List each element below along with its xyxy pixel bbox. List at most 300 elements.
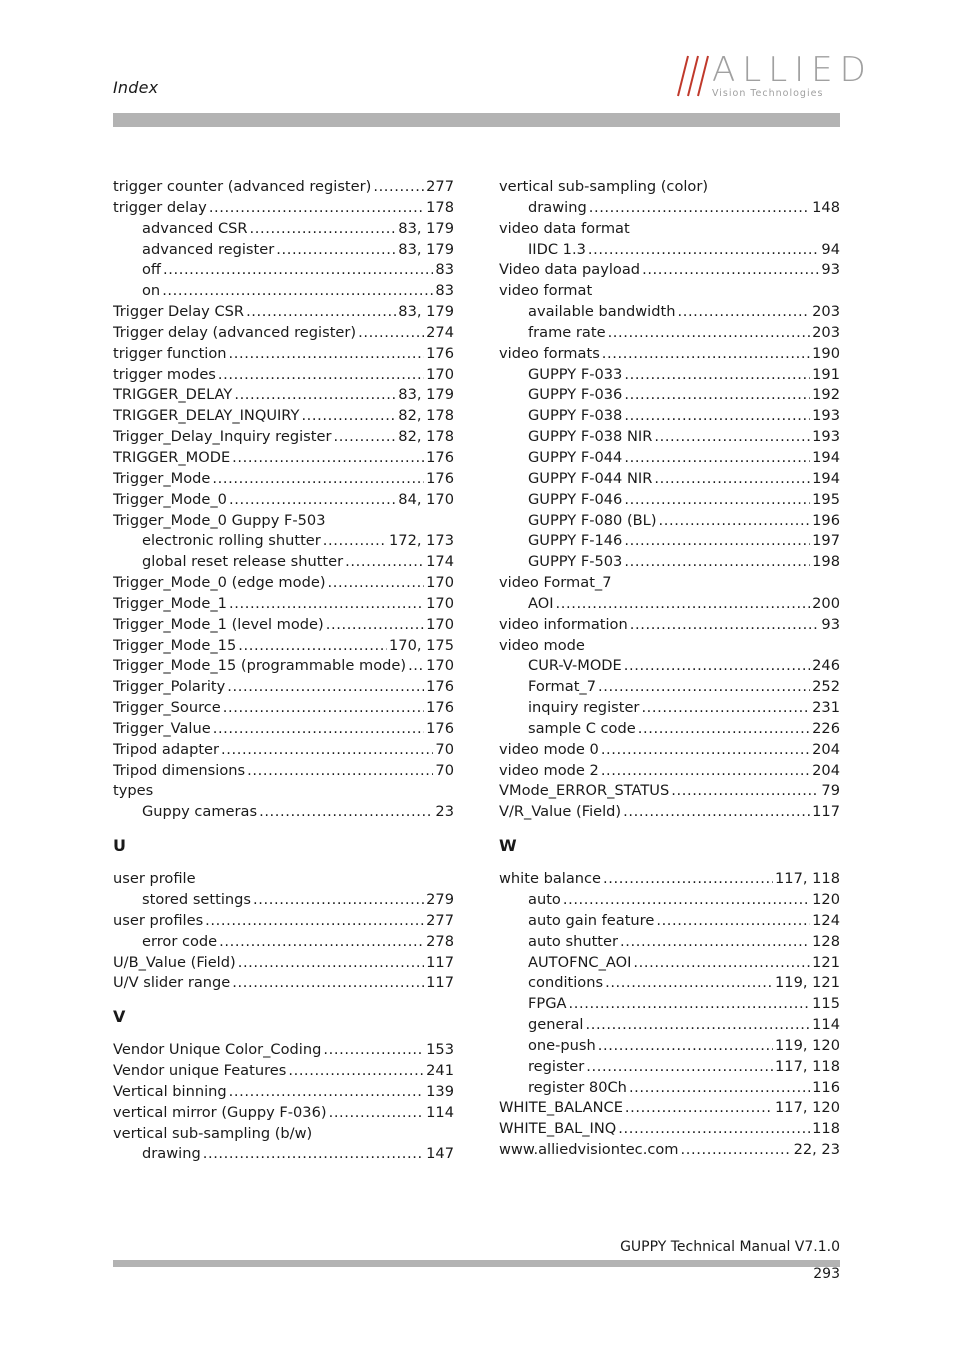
dot-leader <box>288 1061 424 1082</box>
index-page-ref[interactable]: 226 <box>812 719 840 737</box>
index-term: Video data payload <box>499 261 641 279</box>
index-term: advanced CSR <box>142 219 248 237</box>
index-term: video format <box>499 282 593 300</box>
dot-leader <box>212 469 424 490</box>
index-subentry <box>499 1078 840 1099</box>
index-page-ref[interactable]: 252 <box>812 678 840 696</box>
dot-leader <box>659 511 811 532</box>
index-term: Tripod adapter <box>113 740 220 758</box>
index-term: Trigger_Mode_0 (edge mode) <box>113 574 326 592</box>
index-page-ref[interactable]: 120 <box>812 891 840 908</box>
index-subentry <box>499 448 840 469</box>
index-page-ref[interactable]: 193 <box>812 407 840 425</box>
index-term: GUPPY F-044 <box>528 448 623 466</box>
index-subentry <box>113 932 454 953</box>
dot-leader <box>671 781 819 802</box>
index-entry <box>113 469 454 490</box>
index-subentry <box>499 323 840 344</box>
index-term: conditions <box>528 974 604 992</box>
index-term: GUPPY F-038 NIR <box>528 428 653 446</box>
index-page-ref[interactable]: 196 <box>812 511 840 529</box>
index-subentry <box>499 406 840 427</box>
logo-slashes-icon <box>668 52 712 98</box>
index-column-left <box>113 177 454 1165</box>
index-entry <box>499 615 840 636</box>
index-term: U/B_Value (Field) <box>113 953 236 971</box>
index-term: FPGA <box>528 995 567 1013</box>
index-term: GUPPY F-146 <box>528 532 623 550</box>
index-term: GUPPY F-036 <box>528 386 623 404</box>
dot-leader <box>234 385 396 406</box>
dot-leader <box>232 448 424 469</box>
index-entry <box>113 636 454 657</box>
index-term: GUPPY F-503 <box>528 553 623 571</box>
index-term: video mode 2 <box>499 761 599 779</box>
index-page-ref[interactable]: 204 <box>812 740 840 758</box>
index-page-ref[interactable]: 246 <box>812 657 840 675</box>
index-subentry <box>499 240 840 261</box>
dot-leader <box>598 1036 773 1057</box>
index-page-ref[interactable]: 83 <box>435 282 454 300</box>
index-entry <box>499 281 840 302</box>
index-term: advanced register <box>142 240 275 258</box>
index-entry <box>113 1040 454 1061</box>
index-page-ref[interactable]: 241 <box>426 1062 454 1080</box>
dot-leader <box>323 1040 424 1061</box>
dot-leader <box>629 1078 810 1099</box>
index-page-ref[interactable]: 83, 179 <box>398 386 454 404</box>
dot-leader <box>601 761 810 782</box>
index-page-ref[interactable]: 176 <box>426 678 454 696</box>
dot-leader <box>323 531 387 552</box>
index-page-ref[interactable]: 148 <box>812 198 840 216</box>
index-page-ref[interactable]: 203 <box>812 323 840 341</box>
index-page-ref[interactable]: 170 <box>426 365 454 383</box>
dot-leader <box>345 552 424 573</box>
dot-leader <box>238 636 387 657</box>
index-page-ref[interactable]: 82, 178 <box>398 407 454 425</box>
index-page-ref[interactable]: 147 <box>426 1145 454 1163</box>
index-page-ref[interactable]: 117, 118 <box>775 870 840 888</box>
index-term: TRIGGER_DELAY <box>113 386 233 404</box>
index-subentry <box>499 932 840 953</box>
index-letter-heading: U <box>113 836 126 856</box>
index-page-ref[interactable]: 117 <box>426 953 454 971</box>
index-letter-heading: W <box>499 836 517 856</box>
index-term: trigger counter (advanced register) <box>113 178 372 195</box>
index-term: TRIGGER_DELAY_INQUIRY <box>113 407 300 425</box>
index-entry <box>113 1103 454 1124</box>
index-term: auto shutter <box>528 932 619 950</box>
index-term: video information <box>499 615 628 633</box>
index-page-ref[interactable]: 194 <box>812 448 840 466</box>
index-page-ref[interactable]: 176 <box>426 448 454 466</box>
dot-leader <box>624 448 810 469</box>
index-term: IIDC 1.3 <box>528 240 586 258</box>
dot-leader <box>630 615 820 636</box>
index-term: GUPPY F-046 <box>528 490 623 508</box>
index-entry <box>113 740 454 761</box>
index-page-ref[interactable]: 83 <box>435 261 454 279</box>
index-page-ref[interactable]: 193 <box>812 428 840 446</box>
dot-leader <box>589 198 810 219</box>
index-entry <box>113 1082 454 1103</box>
dot-leader <box>227 677 424 698</box>
index-page-ref[interactable]: 117, 120 <box>775 1099 840 1117</box>
index-term: video mode <box>499 636 585 654</box>
index-term: V/R_Value (Field) <box>499 803 622 821</box>
index-term: Trigger delay (advanced register) <box>113 323 357 341</box>
index-subentry <box>499 594 840 615</box>
index-subentry <box>113 219 454 240</box>
index-term: vertical sub-sampling (color) <box>499 178 709 195</box>
index-page-ref[interactable]: 274 <box>426 323 454 341</box>
index-page-ref[interactable]: 170 <box>426 657 454 675</box>
dot-leader <box>250 219 397 240</box>
index-page-ref[interactable]: 70 <box>435 761 454 779</box>
index-page-ref[interactable]: 116 <box>812 1078 840 1096</box>
index-page-ref[interactable]: 174 <box>426 553 454 571</box>
index-entry <box>113 344 454 365</box>
index-term: register 80Ch <box>528 1078 627 1096</box>
dot-leader <box>677 302 810 323</box>
index-term: Trigger_Polarity <box>113 678 226 696</box>
index-page-ref[interactable]: 277 <box>426 178 454 195</box>
index-subentry <box>499 1015 840 1036</box>
index-entry <box>499 740 840 761</box>
index-term: Trigger_Mode_15 (programmable mode) <box>113 657 407 675</box>
index-term: trigger delay <box>113 198 207 216</box>
index-page-ref[interactable]: 195 <box>812 490 840 508</box>
index-entry <box>113 198 454 219</box>
index-entry <box>499 781 840 802</box>
index-column-right <box>499 177 840 1161</box>
dot-leader <box>276 240 396 261</box>
index-term: Trigger_Value <box>113 719 211 737</box>
running-header: Index <box>113 78 159 97</box>
dot-leader <box>203 1144 424 1165</box>
index-subentry <box>499 469 840 490</box>
index-entry <box>113 656 454 677</box>
index-page-ref[interactable]: 22, 23 <box>793 1141 840 1159</box>
dot-leader <box>638 719 810 740</box>
dot-leader <box>681 1140 792 1161</box>
index-term: auto gain feature <box>528 911 655 929</box>
dot-leader <box>633 953 810 974</box>
index-term: stored settings <box>142 891 252 908</box>
dot-leader <box>569 994 811 1015</box>
index-term: AUTOFNC_AOI <box>528 953 632 971</box>
index-term: GUPPY F-033 <box>528 365 623 383</box>
index-page-ref[interactable]: 176 <box>426 469 454 487</box>
dot-leader <box>598 677 810 698</box>
logo-tagline: Vision Technologies <box>712 88 824 99</box>
dot-leader <box>601 740 810 761</box>
index-subentry <box>499 302 840 323</box>
index-page-ref[interactable]: 197 <box>812 532 840 550</box>
index-term: trigger modes <box>113 365 216 383</box>
footer-rule <box>113 1260 840 1267</box>
index-letter-heading: V <box>113 1007 126 1027</box>
index-term: trigger function <box>113 344 227 362</box>
dot-leader <box>623 802 810 823</box>
index-term: Trigger_Mode_0 <box>113 490 227 508</box>
index-term: GUPPY F-038 <box>528 407 623 425</box>
index-entry <box>499 177 840 198</box>
index-page-ref[interactable]: 277 <box>426 911 454 929</box>
dot-leader <box>563 890 810 911</box>
index-term: WHITE_BAL_INQ <box>499 1120 617 1138</box>
index-term: user profiles <box>113 911 204 929</box>
index-subentry <box>113 890 454 911</box>
index-term: global reset release shutter <box>142 553 344 571</box>
index-page-ref[interactable]: 203 <box>812 303 840 321</box>
index-page-ref[interactable]: 191 <box>812 365 840 383</box>
index-entry <box>499 219 840 240</box>
index-subentry <box>499 552 840 573</box>
dot-leader <box>246 302 396 323</box>
index-entry <box>113 385 454 406</box>
index-page-ref[interactable]: 170, 175 <box>389 636 454 654</box>
index-subentry <box>499 490 840 511</box>
index-page-ref[interactable]: 198 <box>812 553 840 571</box>
index-entry <box>113 698 454 719</box>
dot-leader <box>247 761 433 782</box>
dot-leader <box>229 344 425 365</box>
index-subentry <box>499 973 840 994</box>
index-page-ref[interactable]: 176 <box>426 344 454 362</box>
dot-leader <box>656 911 810 932</box>
index-page-ref[interactable]: 204 <box>812 761 840 779</box>
index-subentry <box>113 802 454 823</box>
index-subentry <box>499 994 840 1015</box>
index-subentry <box>499 365 840 386</box>
dot-leader <box>625 1098 773 1119</box>
dot-leader <box>333 427 396 448</box>
index-page-ref[interactable]: 117 <box>812 803 840 821</box>
index-entry <box>113 677 454 698</box>
index-subentry <box>113 531 454 552</box>
index-page-ref[interactable]: 84, 170 <box>398 490 454 508</box>
index-page-ref[interactable]: 192 <box>812 386 840 404</box>
dot-leader <box>229 594 424 615</box>
dot-leader <box>301 406 396 427</box>
dot-leader <box>608 323 811 344</box>
dot-leader <box>588 240 820 261</box>
index-entry <box>113 615 454 636</box>
index-entry <box>499 869 840 890</box>
dot-leader <box>326 615 424 636</box>
index-entry <box>499 573 840 594</box>
dot-leader <box>624 385 810 406</box>
index-entry <box>113 177 454 198</box>
index-term: types <box>113 782 154 800</box>
index-page-ref[interactable]: 94 <box>821 240 840 258</box>
dot-leader <box>624 656 810 677</box>
dot-leader <box>218 365 424 386</box>
index-page-ref[interactable]: 279 <box>426 891 454 908</box>
index-subentry <box>113 260 454 281</box>
dot-leader <box>328 573 425 594</box>
index-term: error code <box>142 932 218 950</box>
index-subentry <box>499 953 840 974</box>
index-term: on <box>142 282 161 300</box>
index-page-ref[interactable]: 93 <box>821 261 840 279</box>
index-term: Format_7 <box>528 678 597 696</box>
index-page-ref[interactable]: 170 <box>426 594 454 612</box>
index-entry <box>113 1061 454 1082</box>
index-page-ref[interactable]: 176 <box>426 699 454 717</box>
index-page-ref[interactable]: 170 <box>426 615 454 633</box>
dot-leader <box>654 427 810 448</box>
index-term: white balance <box>499 870 602 888</box>
index-entry <box>113 973 454 994</box>
index-entry <box>113 1124 454 1145</box>
index-subentry <box>113 1144 454 1165</box>
index-page-ref[interactable]: 121 <box>812 953 840 971</box>
index-entry <box>499 1119 840 1140</box>
index-term: vertical mirror (Guppy F-036) <box>113 1103 327 1121</box>
dot-leader <box>624 552 810 573</box>
index-entry <box>113 448 454 469</box>
index-entry <box>113 365 454 386</box>
index-entry <box>113 511 454 532</box>
index-term: user profile <box>113 870 196 888</box>
index-subentry <box>499 1057 840 1078</box>
index-term: Trigger_Mode_15 <box>113 636 237 654</box>
index-entry <box>113 573 454 594</box>
index-term: inquiry register <box>528 699 640 717</box>
index-subentry <box>499 890 840 911</box>
index-page-ref[interactable]: 83, 179 <box>398 219 454 237</box>
dot-leader <box>253 890 424 911</box>
index-page-ref[interactable]: 114 <box>812 1016 840 1034</box>
index-page-ref[interactable]: 70 <box>435 740 454 758</box>
dot-leader <box>654 469 810 490</box>
index-page-ref[interactable]: 114 <box>426 1103 454 1121</box>
index-term: general <box>528 1016 584 1034</box>
index-term: WHITE_BALANCE <box>499 1099 623 1117</box>
index-term: off <box>142 261 161 279</box>
index-entry <box>113 594 454 615</box>
index-page-ref[interactable]: 278 <box>426 932 454 950</box>
index-subentry <box>499 698 840 719</box>
index-page-ref[interactable]: 119, 121 <box>775 974 840 992</box>
index-term: electronic rolling shutter <box>142 532 321 550</box>
index-page-ref[interactable]: 115 <box>812 995 840 1013</box>
index-term: Vertical binning <box>113 1082 227 1100</box>
index-term: www.alliedvisiontec.com <box>499 1141 679 1159</box>
index-term: auto <box>528 891 561 908</box>
index-page-ref[interactable]: 117 <box>426 974 454 992</box>
index-page-ref[interactable]: 190 <box>812 344 840 362</box>
index-page-ref[interactable]: 83, 179 <box>398 240 454 258</box>
dot-leader <box>556 594 811 615</box>
index-page-ref[interactable]: 176 <box>426 719 454 737</box>
index-subentry <box>499 511 840 532</box>
index-page-ref[interactable]: 170 <box>426 574 454 592</box>
index-subentry <box>499 198 840 219</box>
index-page-ref[interactable]: 194 <box>812 469 840 487</box>
index-page-ref[interactable]: 83, 179 <box>398 303 454 321</box>
index-term: vertical sub-sampling (b/w) <box>113 1124 313 1142</box>
index-page-ref[interactable]: 172, 173 <box>389 532 454 550</box>
index-term: Trigger_Mode_0 Guppy F-503 <box>113 511 326 529</box>
dot-leader <box>624 490 810 511</box>
index-page-ref[interactable]: 118 <box>812 1120 840 1138</box>
index-entry <box>113 953 454 974</box>
index-term: video mode 0 <box>499 740 599 758</box>
dot-leader <box>618 1119 810 1140</box>
index-term: one-push <box>528 1036 596 1054</box>
index-entry <box>113 406 454 427</box>
index-page-ref[interactable]: 139 <box>426 1082 454 1100</box>
index-subentry <box>113 281 454 302</box>
index-entry <box>113 427 454 448</box>
index-page-ref[interactable]: 119, 120 <box>775 1036 840 1054</box>
index-term: video data format <box>499 219 630 237</box>
index-page-ref[interactable]: 128 <box>812 932 840 950</box>
index-page-ref[interactable]: 153 <box>426 1041 454 1059</box>
index-term: Trigger_Mode <box>113 469 211 487</box>
index-subentry <box>499 719 840 740</box>
index-term: video formats <box>499 344 600 362</box>
index-entry <box>113 719 454 740</box>
index-term: VMode_ERROR_STATUS <box>499 782 670 800</box>
dot-leader <box>620 932 810 953</box>
index-subentry <box>499 677 840 698</box>
dot-leader <box>219 932 424 953</box>
index-page-ref[interactable]: 23 <box>435 803 454 821</box>
index-page-ref[interactable]: 82, 178 <box>398 428 454 446</box>
index-entry <box>499 802 840 823</box>
index-page-ref[interactable]: 117, 118 <box>775 1057 840 1075</box>
index-term: CUR-V-MODE <box>528 657 622 675</box>
index-entry <box>113 911 454 932</box>
dot-leader <box>605 973 773 994</box>
index-page-ref[interactable]: 178 <box>426 198 454 216</box>
index-entry <box>499 260 840 281</box>
index-entry <box>499 636 840 657</box>
dot-leader <box>624 406 810 427</box>
logo-wordmark: ALLIED <box>712 50 873 90</box>
index-page-ref[interactable]: 93 <box>821 615 840 633</box>
dot-leader <box>642 260 819 281</box>
index-page-ref[interactable]: 79 <box>821 782 840 800</box>
index-entry <box>113 761 454 782</box>
index-entry <box>113 302 454 323</box>
dot-leader <box>602 344 810 365</box>
header-rule <box>113 113 840 127</box>
index-subentry <box>113 240 454 261</box>
index-subentry <box>499 531 840 552</box>
index-page-ref[interactable]: 231 <box>812 699 840 717</box>
dot-leader <box>205 911 424 932</box>
index-page-ref[interactable]: 200 <box>812 594 840 612</box>
index-entry <box>113 869 454 890</box>
dot-leader <box>232 973 424 994</box>
page-number: 293 <box>813 1266 840 1282</box>
index-subentry <box>499 911 840 932</box>
index-term: Trigger_Mode_1 <box>113 594 227 612</box>
index-term: Trigger_Source <box>113 699 221 717</box>
dot-leader <box>358 323 424 344</box>
dot-leader <box>221 740 433 761</box>
index-entry <box>499 1098 840 1119</box>
index-subentry <box>499 1036 840 1057</box>
index-term: Tripod dimensions <box>113 761 246 779</box>
index-page-ref[interactable]: 124 <box>812 911 840 929</box>
